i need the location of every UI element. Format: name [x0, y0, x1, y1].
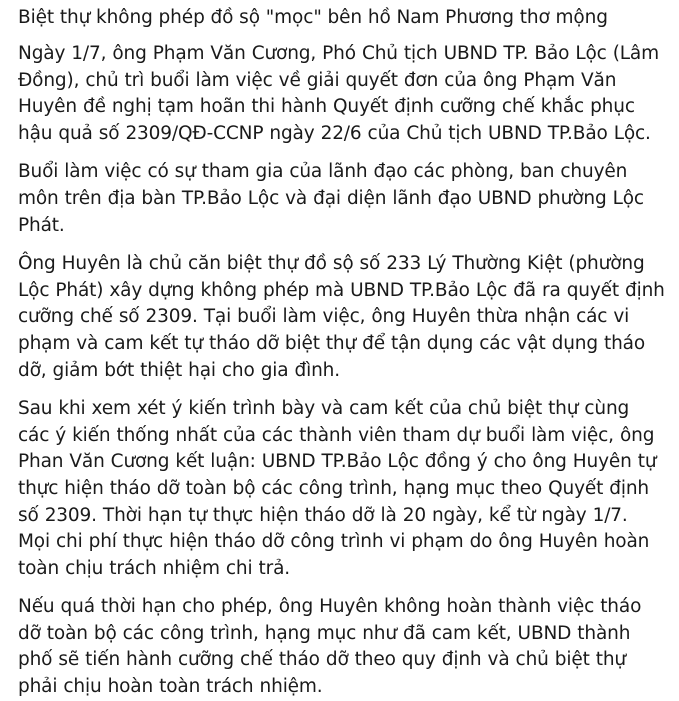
paragraph-5: Nếu quá thời hạn cho phép, ông Huyên không hoàn thành việc tháo dỡ toàn bộ các công trình, hạng mục như đã cam kết, UBND thành phố sẽ tiến hành cưỡng chế tháo dỡ theo quy định và chủ biệt thự phải chịu hoàn toàn trách nhiệm.: [18, 596, 642, 698]
article: [18, 3, 665, 701]
paragraph-1: Ngày 1/7, ông Phạm Văn Cương, Phó Chủ tịch UBND TP. Bảo Lộc (Lâm Đồng), chủ trì buổi làm việc về giải quyết đơn của ông Phạm Văn Huyên đề nghị tạm hoãn thi hành Quyết định cưỡng chế khắc phục hậu quả số 2309/QĐ-CCNP ngày 22/6 của Chủ tịch UBND TP.Bảo Lộc.: [18, 43, 659, 144]
paragraph-2: Buổi làm việc có sự tham gia của lãnh đạo các phòng, ban chuyên môn trên địa bàn TP.Bảo Lộc và đại diện lãnh đạo UBND phường Lộc Phát.: [18, 161, 644, 236]
paragraph-3: Ông Huyên là chủ căn biệt thự đồ sộ số 233 Lý Thường Kiệt (phường Lộc Phát) xây dựng không phép mà UBND TP.Bảo Lộc đã ra quyết định cưỡng chế số 2309. Tại buổi làm việc, ông Huyên thừa nhận các vi phạm và cam kết tự tháo dỡ biệt thự để tận dụng các vật dụng tháo dỡ, giảm bớt thiệt hại cho gia đình.: [18, 253, 665, 381]
paragraph-4: Sau khi xem xét ý kiến trình bày và cam kết của chủ biệt thự cùng các ý kiến thống nhất của các thành viên tham dự buổi làm việc, ông Phan Văn Cương kết luận: UBND TP.Bảo Lộc đồng ý cho ông Huyên tự thực hiện tháo dỡ toàn bộ các công trình, hạng mục theo Quyết định số 2309. Thời hạn tự thực hiện tháo dỡ là 20 ngày, kể từ ngày 1/7. Mọi chi phí thực hiện tháo dỡ công trình vi phạm do ông Huyên hoàn toàn chịu trách nhiệm chi trả.: [18, 398, 657, 579]
article-title: Biệt thự không phép đồ sộ "mọc" bên hồ Nam Phương thơ mộng: [18, 7, 608, 28]
